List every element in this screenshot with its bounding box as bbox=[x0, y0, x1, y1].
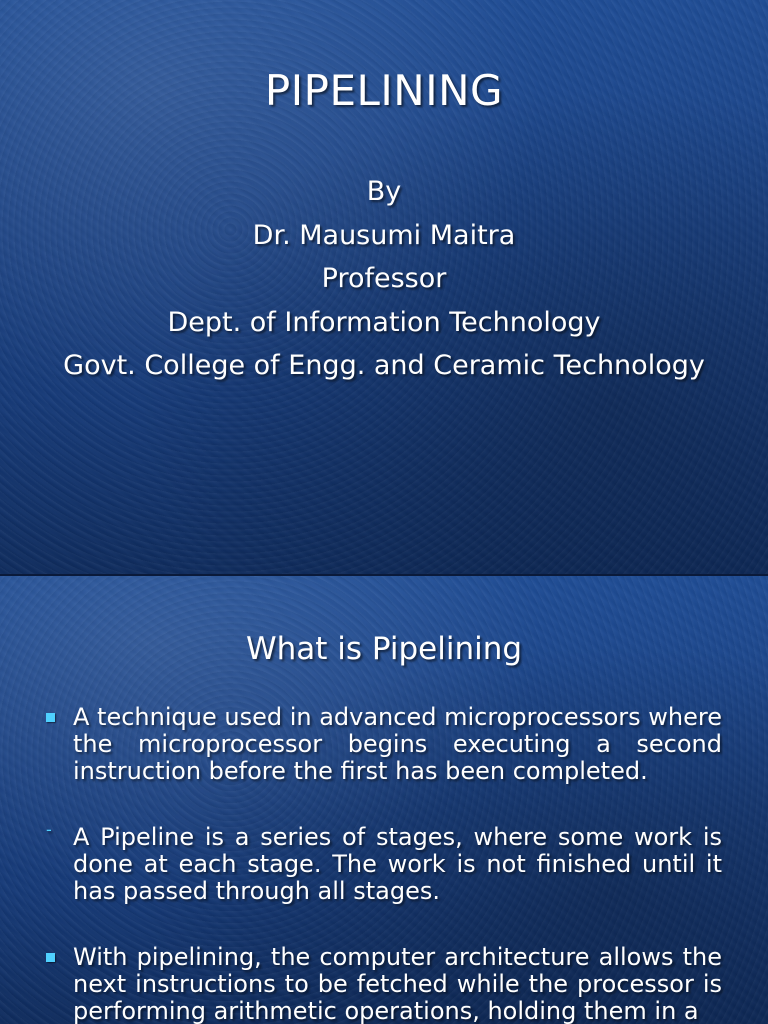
author-line-by: By bbox=[366, 176, 402, 207]
author-designation: Professor bbox=[321, 263, 447, 294]
author-name: Dr. Mausumi Maitra bbox=[252, 219, 516, 251]
bullet-text: A technique used in advanced microprocessors where the microprocessor begins executing a second instruction before the first has been completed. bbox=[73, 703, 722, 785]
author-department: Dept. of Information Technology bbox=[167, 306, 601, 338]
author-block bbox=[0, 170, 768, 388]
bullet-item bbox=[46, 704, 722, 785]
bullet-list bbox=[46, 704, 722, 1024]
square-bullet-icon bbox=[46, 713, 55, 722]
bullet-text: With pipelining, the computer architecture allows the next instructions to be fetched while the processor is performing arithmetic operations, holding them in a bbox=[73, 943, 722, 1024]
bullet-item bbox=[46, 944, 722, 1024]
slide-what-is-pipelining bbox=[0, 576, 768, 1024]
square-bullet-icon bbox=[46, 953, 55, 962]
dash-bullet-icon: - bbox=[46, 820, 52, 839]
author-institution: Govt. College of Engg. and Ceramic Technology bbox=[63, 350, 705, 381]
slide-title-heading: PIPELINING bbox=[264, 66, 504, 115]
bullet-item bbox=[46, 820, 722, 905]
slide-heading: What is Pipelining bbox=[245, 631, 523, 667]
bullet-text: A Pipeline is a series of stages, where some work is done at each stage. The work is not finished until it has passed through all stages. bbox=[73, 823, 722, 905]
